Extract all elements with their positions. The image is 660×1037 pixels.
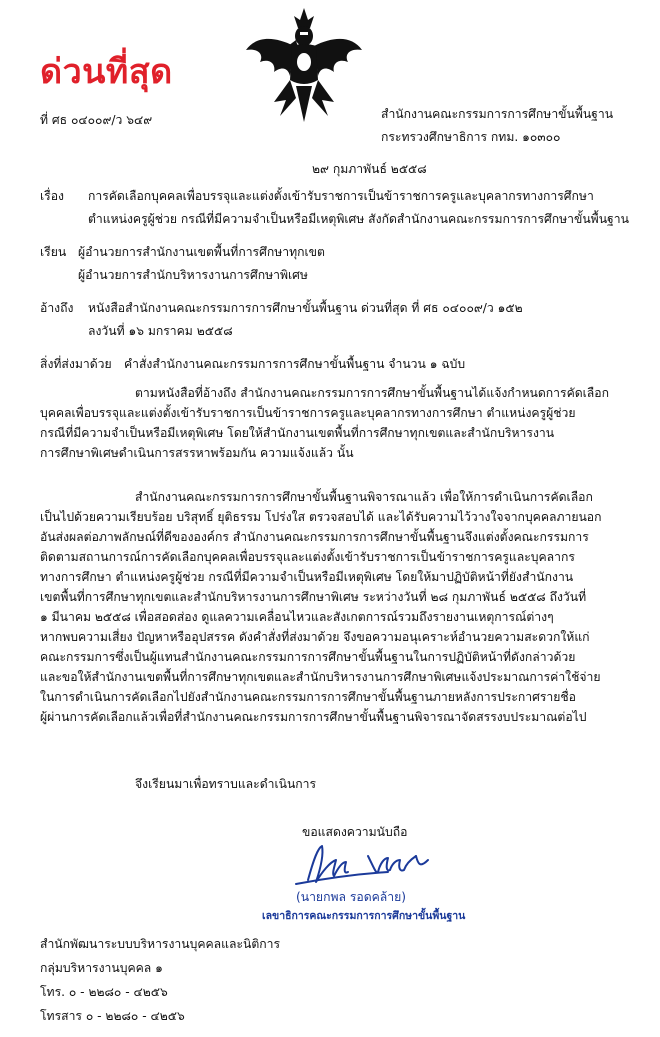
paragraph-line: ๑ มีนาคม ๒๕๕๘ เพื่อสอดส่อง ดูแลความเคลื่อนไหวและสังเกตการณ์รวมถึงรายงานเหตุการณ์ต่างๆ [40,610,554,624]
footer-office: สำนักพัฒนาระบบบริหารงานบุคคลและนิติการ [40,937,281,951]
footer-group: กลุ่มบริหารงานบุคคล ๑ [40,961,163,975]
reference-line: หนังสือสำนักงานคณะกรรมการการศึกษาขั้นพื้นฐาน ด่วนที่สุด ที่ ศธ ๐๔๐๐๙/ว ๑๕๒ [88,301,523,315]
reference-label: อ้างถึง [40,301,74,315]
garuda-emblem-icon [244,6,364,124]
handwritten-signature-icon [288,838,438,890]
signer-title: เลขาธิการคณะกรรมการการศึกษาขั้นพื้นฐาน [262,910,466,922]
signer-name: (นายกพล รอดคล้าย) [296,890,406,904]
subject-line: ตำแหน่งครูผู้ช่วย กรณีที่มีความจำเป็นหรือมีเหตุพิเศษ สังกัดสำนักงานคณะกรรมการการศึกษาขั้นพื้นฐาน [88,212,629,226]
regards-text: ขอแสดงความนับถือ [302,825,408,839]
paragraph-line: และขอให้สำนักงานเขตพื้นที่การศึกษาทุกเขตและสำนักบริหารงานการศึกษาพิเศษแจ้งประมาณการค่าใช้จ่าย [40,670,601,684]
paragraph-line: ผู้ผ่านการคัดเลือกแล้วเพื่อที่สำนักงานคณะกรรมการการศึกษาขั้นพื้นฐานพิจารณาจัดสรรงบประมาณต่อไป [40,710,587,724]
paragraph-line: สำนักงานคณะกรรมการการศึกษาขั้นพื้นฐานพิจารณาแล้ว เพื่อให้การดำเนินการคัดเลือก [135,490,593,504]
paragraph-line: คณะกรรมการซึ่งเป็นผู้แทนสำนักงานคณะกรรมการการศึกษาขั้นพื้นฐานในการปฏิบัติหน้าที่ดังกล่าวด้วย [40,650,576,664]
document-number: ที่ ศธ ๐๔๐๐๙/ว ๖๔๙ [40,113,153,127]
subject-label: เรื่อง [40,189,64,203]
paragraph-line: หากพบความเสี่ยง ปัญหาหรืออุปสรรค ดังคำสั่งที่ส่งมาด้วย จึงขอความอนุเคราะห์อำนวยความสะดวกให้แก่ [40,630,590,644]
enclosure-text: คำสั่งสำนักงานคณะกรรมการการศึกษาขั้นพื้นฐาน จำนวน ๑ ฉบับ [124,357,466,371]
paragraph-line: กรณีที่มีความจำเป็นหรือมีเหตุพิเศษ โดยให้สำนักงานเขตพื้นที่การศึกษาทุกเขตและสำนักบริหารงาน [40,426,555,440]
paragraph-line: ในการดำเนินการคัดเลือกไปยังสำนักงานคณะกรรมการการศึกษาขั้นพื้นฐานภายหลังการประกาศรายชื่อ [40,690,577,704]
recipient-label: เรียน [40,245,67,259]
urgency-stamp: ด่วนที่สุด [40,52,173,92]
paragraph-line: ติดตามสถานการณ์การคัดเลือกบุคคลเพื่อบรรจุและแต่งตั้งเข้ารับราชการเป็นข้าราชการครูและบุคลากร [40,550,575,564]
paragraph-line: การศึกษาพิเศษดำเนินการสรรหาพร้อมกัน ความแจ้งแล้ว นั้น [40,446,354,460]
issuing-agency: สำนักงานคณะกรรมการการศึกษาขั้นพื้นฐาน [381,107,614,121]
footer-fax: โทรสาร ๐ - ๒๒๘๐ - ๔๒๕๖ [40,1009,185,1023]
body-paragraph-2 [40,487,650,727]
paragraph-line: เขตพื้นที่การศึกษาทุกเขตและสำนักบริหารงานการศึกษาพิเศษ ระหว่างวันที่ ๒๘ กุมภาพันธ์ ๒๕๕๘ ถึงวันที่ [40,590,587,604]
paragraph-line: อันส่งผลต่อภาพลักษณ์ที่ดีขององค์กร สำนักงานคณะกรรมการการศึกษาขั้นพื้นฐานจึงแต่งตั้งคณะกรรมการ [40,530,589,544]
paragraph-line: ทางการศึกษา ตำแหน่งครูผู้ช่วย กรณีที่มีความจำเป็นหรือมีเหตุพิเศษ โดยให้มาปฏิบัติหน้าที่ยังสำนักงาน [40,570,574,584]
recipient-line: ผู้อำนวยการสำนักบริหารงานการศึกษาพิเศษ [78,268,308,282]
paragraph-line: เป็นไปด้วยความเรียบร้อย บริสุทธิ์ ยุติธรรม โปร่งใส ตรวจสอบได้ และได้รับความไว้วางใจจากบุคคลภายนอก [40,510,602,524]
document-date: ๒๙ กุมภาพันธ์ ๒๕๕๘ [312,162,427,176]
closing-line: จึงเรียนมาเพื่อทราบและดำเนินการ [135,777,317,791]
body-paragraph-1 [40,383,650,463]
paragraph-line: บุคคลเพื่อบรรจุและแต่งตั้งเข้ารับราชการเป็นข้าราชการครูและบุคลากรทางการศึกษา ตำแหน่งครูผู้ช่วย [40,406,576,420]
reference-line: ลงวันที่ ๑๖ มกราคม ๒๕๕๘ [88,324,233,338]
enclosure-label: สิ่งที่ส่งมาด้วย [40,357,112,371]
paragraph-line: ตามหนังสือที่อ้างถึง สำนักงานคณะกรรมการการศึกษาขั้นพื้นฐานได้แจ้งกำหนดการคัดเลือก [135,386,609,400]
subject-line: การคัดเลือกบุคคลเพื่อบรรจุและแต่งตั้งเข้ารับราชการเป็นข้าราชการครูและบุคลากรทางการศึกษา [88,189,594,203]
recipient-line: ผู้อำนวยการสำนักงานเขตพื้นที่การศึกษาทุกเขต [78,245,325,259]
ministry-address: กระทรวงศึกษาธิการ กทม. ๑๐๓๐๐ [381,130,561,144]
footer-phone: โทร. ๐ - ๒๒๘๐ - ๔๒๕๖ [40,985,168,999]
